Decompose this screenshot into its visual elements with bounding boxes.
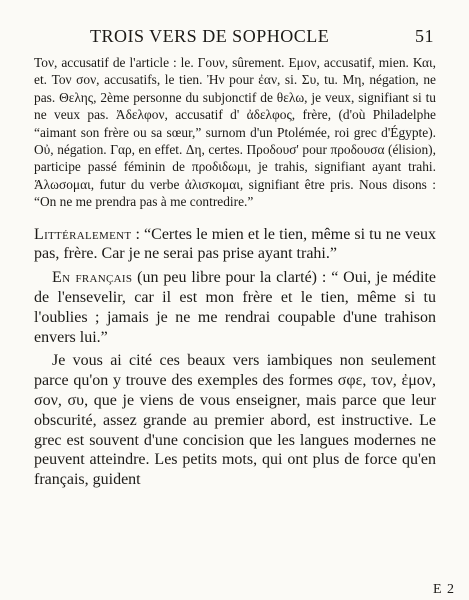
notes-paragraph: Τον, accusatif de l'article : le. Γουν, sûrement. Εμον, accusatif, mien. Και, et. Τον σον, accusatifs, le tien. Ἠν pour ἐαν, si. Συ, tu. Μη, négation, ne pas. Θελης, 2ème personne du subjonctif de θελω, je veux, signifiant si tu ne veux pas. Ἀδελφον, accusatif d' ἀδελφος, frère, (d'où Philadelphe “aimant son frère ou sa sœur,” surnom d'un Ptolémée, roi grec d'Égypte). Οὐ, négation. Γαρ, en effet. Δη, certes. Προδουσ' pour προδουσα (élision), participe passé féminin de προδιδωμι, je trahis, signifiant ayant trahi. Ἁλωσομαι, futur du verbe ἀλισκομαι, signifiant être pris. Nous disons : “On ne me prendra pas à me contredire.”: [34, 55, 436, 210]
running-title: TROIS VERS DE SOPHOCLE: [90, 26, 330, 46]
french-translation-text: (un peu libre pour la clarté) : “ Oui, je médite de l'ensevelir, car il est mon frère et le tien, même si tu l'oublies ; jamais je ne me rendrai coupable d'une trahison envers lui.”: [34, 269, 437, 346]
vocabulary-notes: [34, 54, 436, 211]
book-page: [34, 26, 436, 586]
main-text: [34, 225, 436, 490]
closing-paragraph: Je vous ai cité ces beaux vers iambiques non seulement parce qu'on y trouve des exemples des formes σφε, τον, ἐμον, σον, συ, que je viens de vous enseigner, mais parce que leur obscurité, assez grande au premier abord, est instructive. Le grec est souvent d'une concision que les langues modernes ne peuvent atteindre. Les petits mots, qui ont plus de force qu'en français, guident: [34, 352, 436, 489]
literal-translation-text: : “Certes le mien et le tien, même si tu ne veux pas, frère. Car je ne serai pas prise ayant trahi.”: [34, 225, 437, 263]
french-translation-paragraph: [34, 268, 436, 347]
page-number: 51: [415, 26, 434, 46]
french-label: En français: [52, 269, 133, 287]
literal-label: Littéralement: [34, 225, 132, 243]
running-header: [34, 26, 436, 50]
literal-translation-paragraph: [34, 225, 436, 265]
signature-mark: E 2: [432, 582, 455, 597]
